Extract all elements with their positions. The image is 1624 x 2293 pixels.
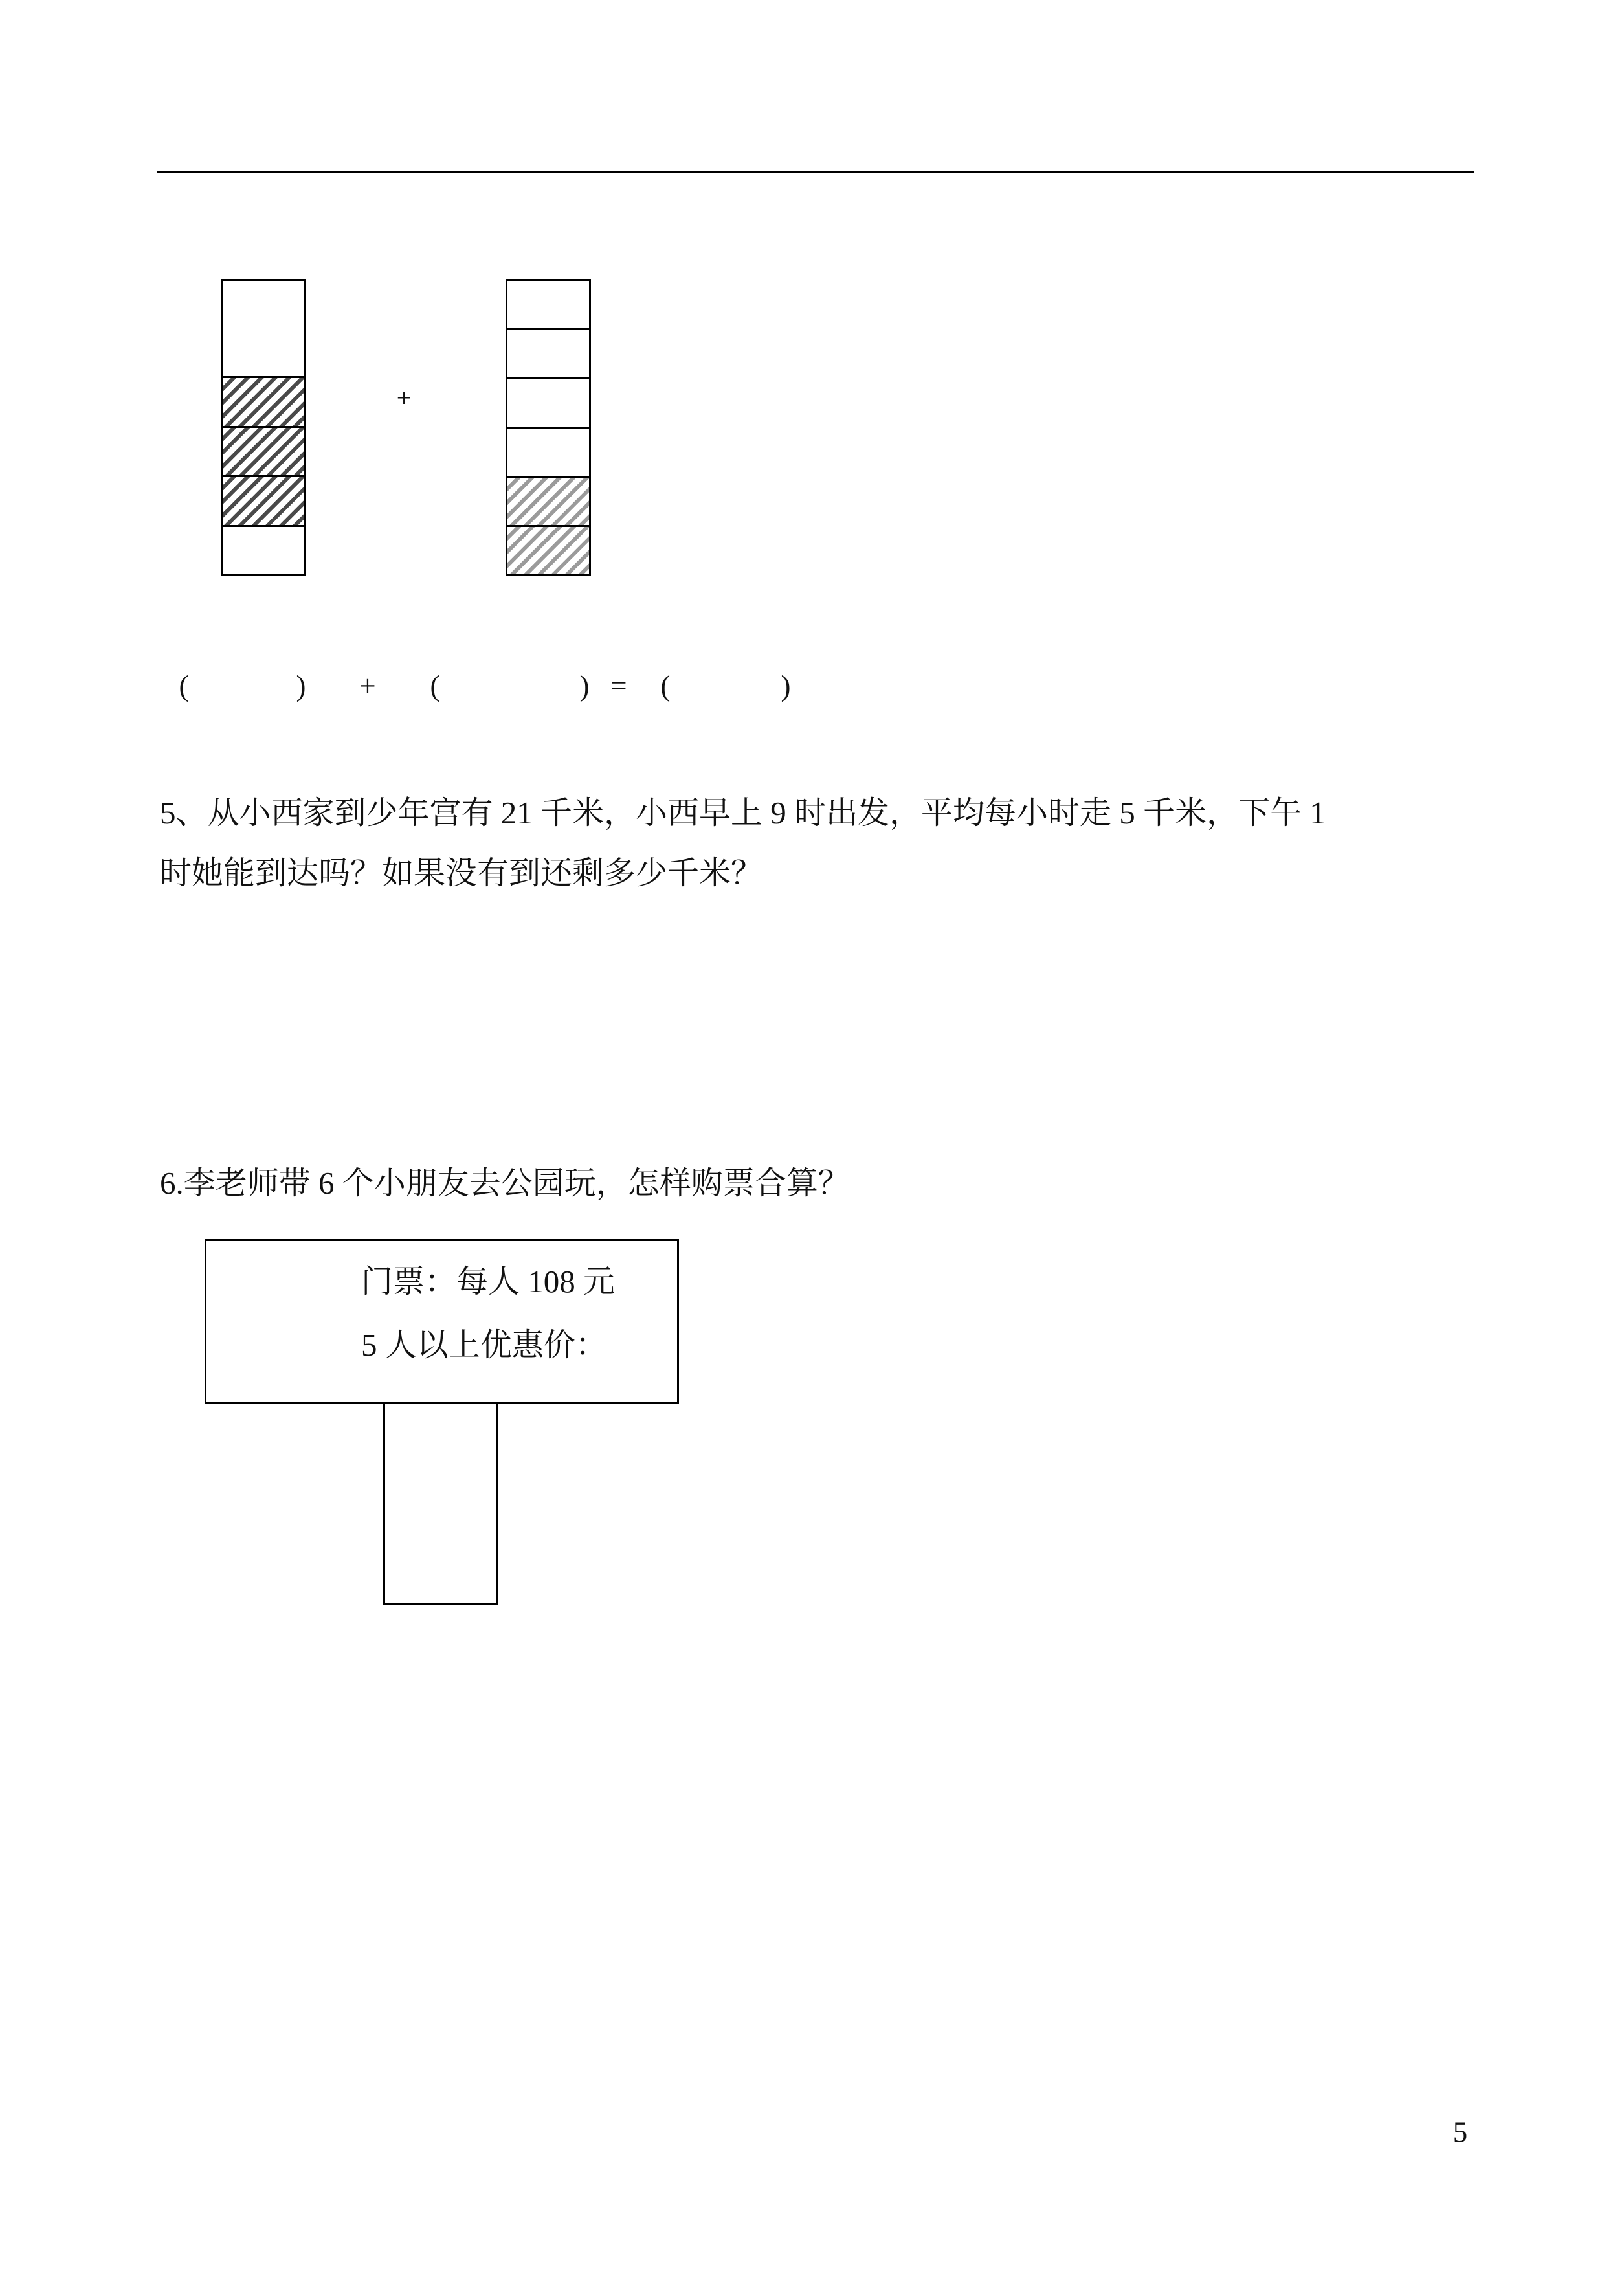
right-fraction-bar — [506, 279, 591, 576]
ticket-price-line: 门票：每人 108 元 — [361, 1264, 616, 1299]
header-rule — [157, 171, 1474, 173]
bar-cell — [507, 328, 589, 377]
equation-plus: + — [359, 669, 376, 702]
equation-equals: = — [610, 669, 627, 702]
bar-cell-shaded — [507, 476, 589, 525]
bar-cell-shaded — [223, 376, 304, 426]
ticket-sign-board — [205, 1239, 679, 1404]
equation-close-paren: ) — [579, 669, 590, 702]
equation-open-paren: ( — [660, 669, 671, 702]
bar-cell — [223, 525, 304, 575]
bar-cell-shaded — [223, 426, 304, 476]
diagram-plus-sign: + — [396, 383, 412, 412]
bar-cell — [507, 281, 589, 328]
question5-line: 5、从小西家到少年宫有 21 千米，小西早上 9 时出发，平均每小时走 5 千米，下午 1 — [160, 795, 1326, 831]
equation-open-paren: ( — [179, 669, 189, 702]
equation-close-paren: ) — [296, 669, 306, 702]
page-number: 5 — [1452, 2116, 1468, 2149]
discount-line: 5 人以上优惠价： — [361, 1327, 607, 1363]
ticket-sign-post — [383, 1402, 498, 1605]
equation-close-paren: ) — [781, 669, 791, 702]
bar-cell — [507, 377, 589, 427]
equation-open-paren: ( — [430, 669, 440, 702]
bar-cell-shaded — [507, 525, 589, 574]
question5-line: 时她能到达吗？如果没有到还剩多少千米？ — [160, 855, 763, 891]
question6-text: 6.李老师带 6 个小朋友去公园玩，怎样购票合算？ — [160, 1165, 850, 1201]
left-fraction-bar — [221, 279, 306, 576]
bar-cell-shaded — [223, 475, 304, 525]
bar-cell — [223, 281, 304, 376]
bar-cell — [507, 427, 589, 476]
